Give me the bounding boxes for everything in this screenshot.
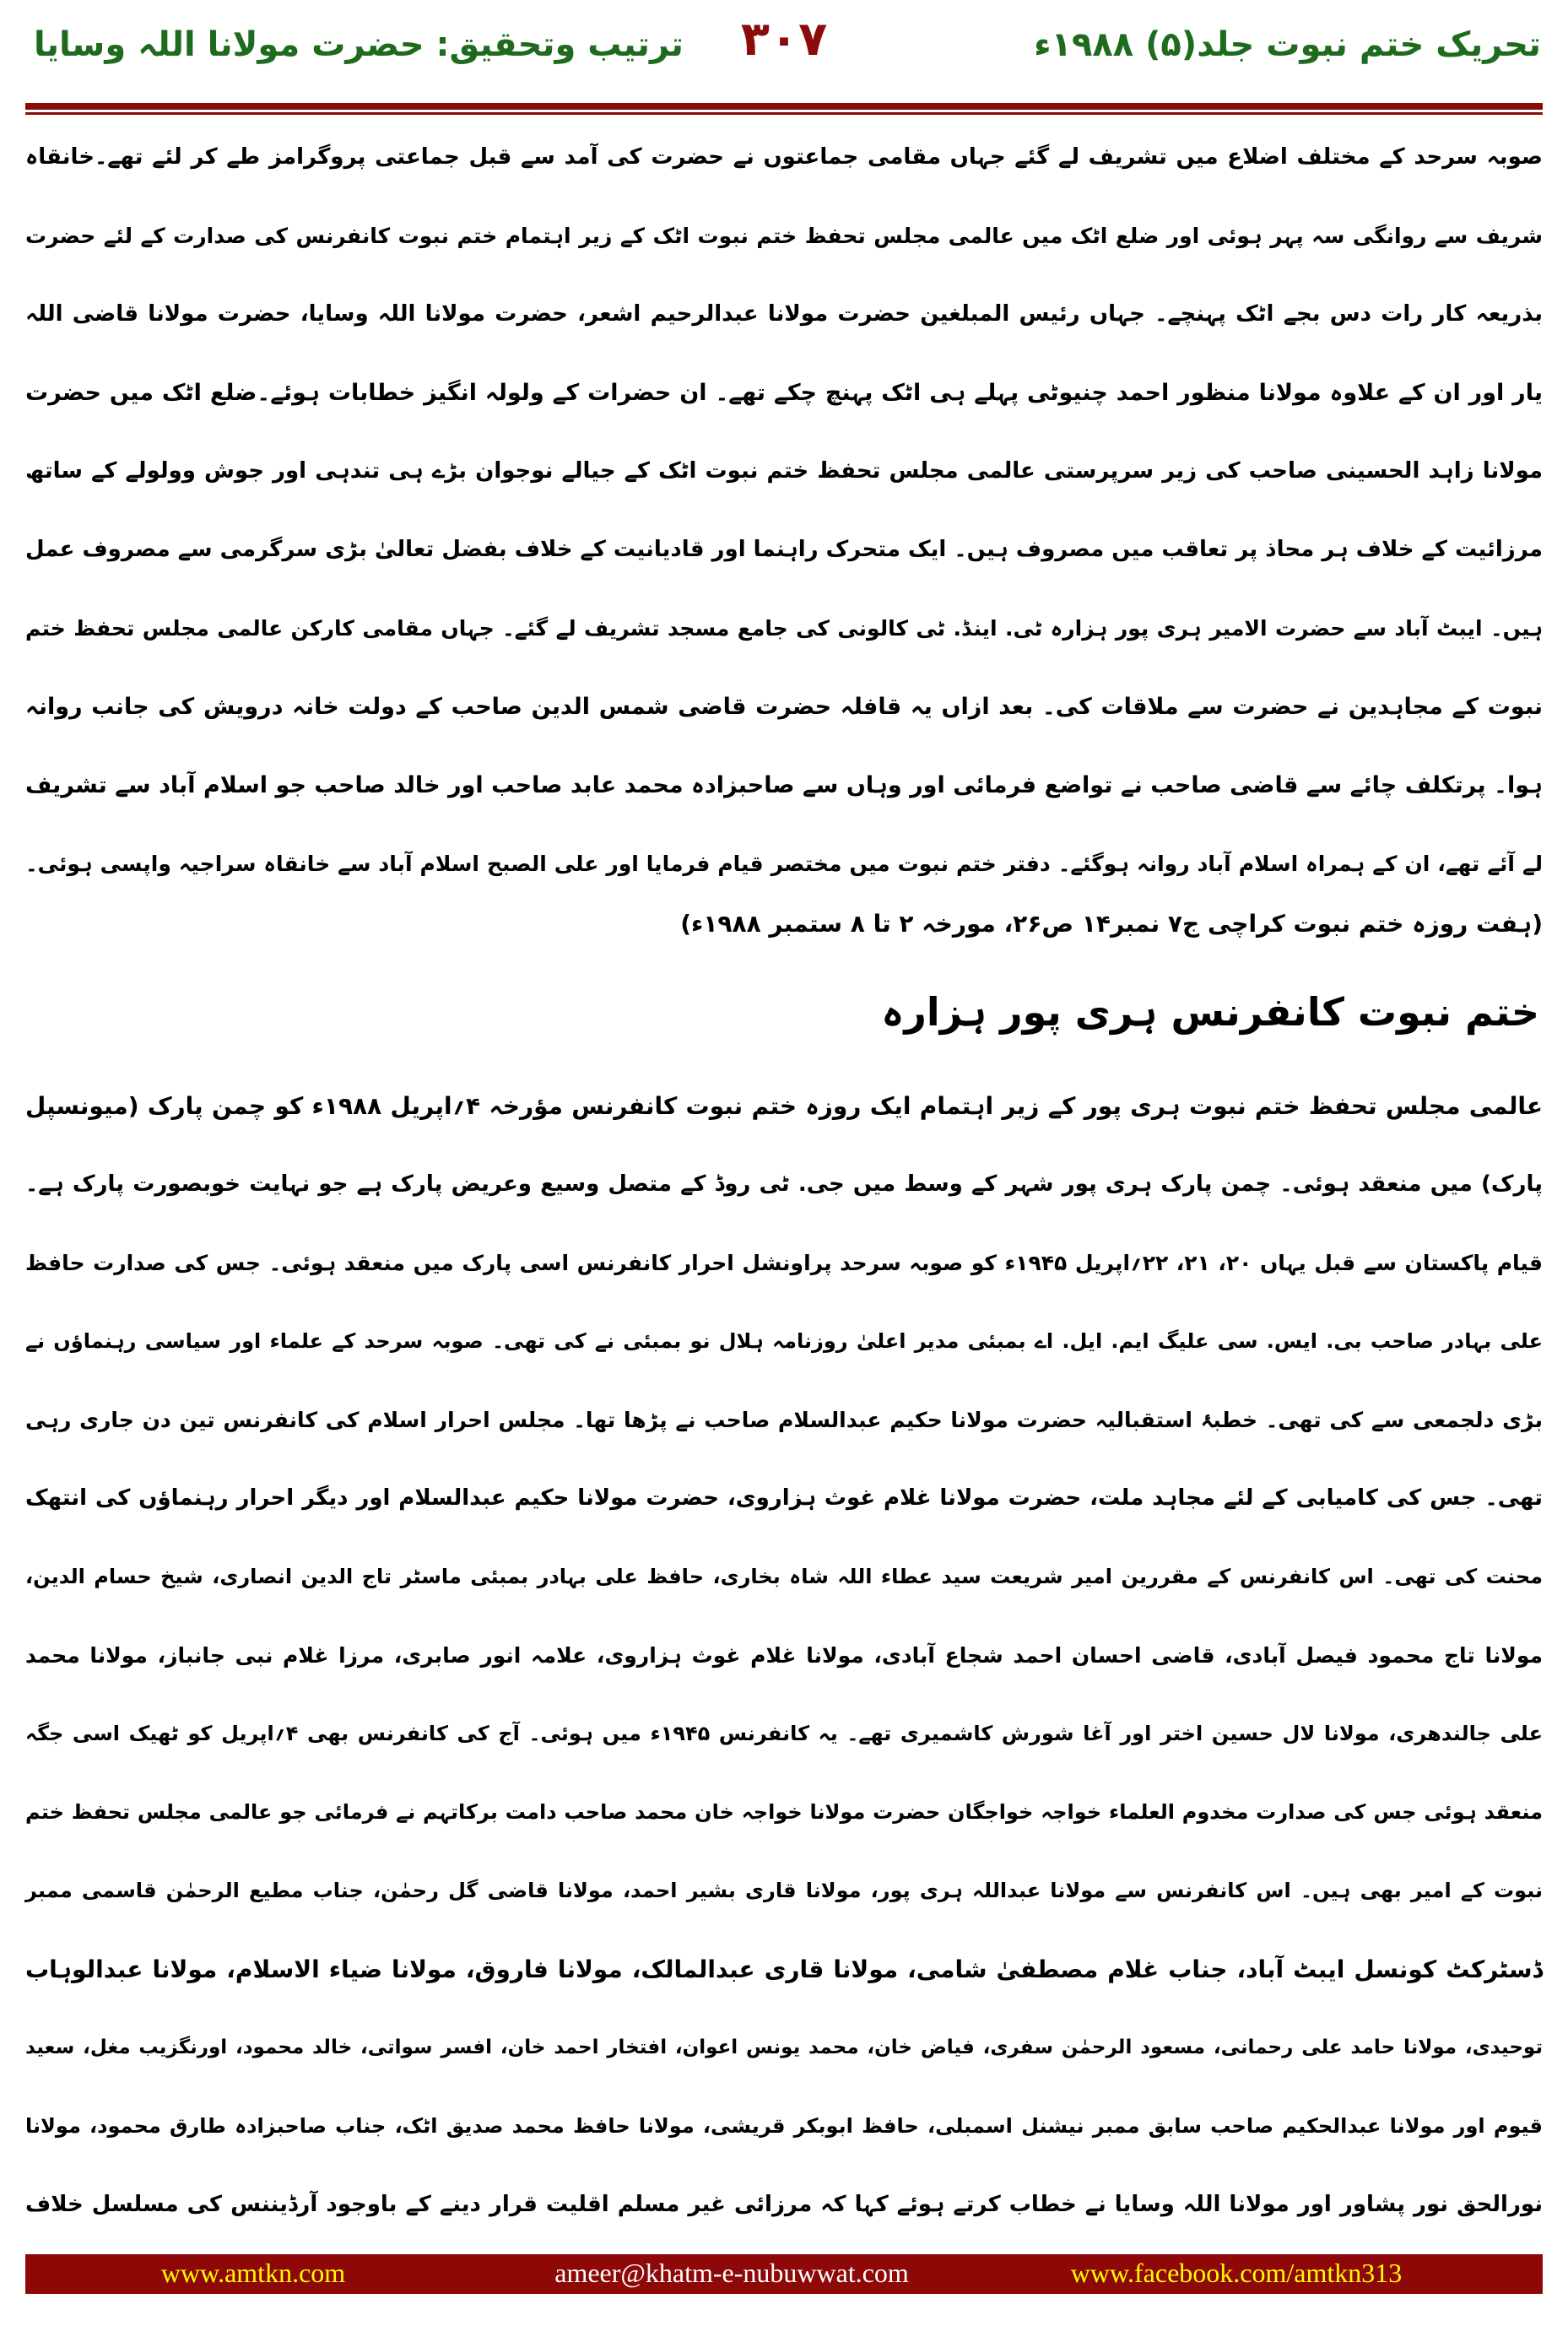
text-line: قیام پاکستان سے قبل یہاں ۲۰، ۲۱، ۲۲؍اپریل ۱۹۴۵ء کو صوبہ سرحد پراونشل احرار کانفرنس اسی پارک میں منعقد ہوئی۔ جس کی صدارت حافظ	[25, 1251, 1544, 1275]
text-line: شریف سے روانگی سہ پہر ہوئی اور ضلع اٹک میں عالمی مجلس تحفظ ختم نبوت اٹک کے زیر اہتمام ختم نبوت کانفرنس کی صدارت کے لئے حضرت	[25, 224, 1543, 248]
text-line: علی بہادر صاحب بی. ایس. سی علیگ ایم. ایل. اے بمبئی مدیر اعلیٰ روزنامہ ہلال نو بمبئی نے کی تھی۔ صوبہ سرحد کے علماء اور سیاسی رہنماؤں نے	[25, 1329, 1543, 1353]
paragraph-1	[25, 118, 1543, 903]
text-line: توحیدی، مولانا حامد علی رحمانی، مسعود الرحمٰن سفری، فیاض خان، محمد یونس اعوان، افتخار احمد خان، افسر سواتی، خالد محمود، اورنگزیب مغل، سعید	[25, 2036, 1543, 2058]
website-link[interactable]: www.amtkn.com	[160, 2258, 346, 2288]
text-line: صوبہ سرحد کے مختلف اضلاع میں تشریف لے گئے جہاں مقامی جماعتوں نے حضرت کی آمد سے قبل جماعتی پروگرامز طے کر لئے تھے۔خانقاہ	[25, 144, 1543, 170]
header-rule-thick	[25, 103, 1543, 110]
compiler-credit: ترتیب وتحقیق: حضرت مولانا اللہ وسایا	[34, 25, 684, 64]
text-line: ہوا۔ پرتکلف چائے سے قاضی صاحب نے تواضع فرمائی اور وہاں سے صاحبزادہ محمد عابد صاحب اور خالد صاحب جو اسلام آباد سے تشریف	[25, 772, 1543, 798]
text-line: یار اور ان کے علاوہ مولانا منظور احمد چنیوٹی پہلے ہی اٹک پہنچ چکے تھے۔ ان حضرات کے ولولہ انگیز خطابات ہوئے۔ضلع اٹک میں حضرت	[25, 380, 1543, 406]
text-line: نبوت کے امیر بھی ہیں۔ اس کانفرنس سے مولانا عبداللہ ہری پور، مولانا قاری بشیر احمد، مولانا قاضی گل رحمٰن، جناب مطیع الرحمٰن قاسمی ممبر	[25, 1879, 1544, 1902]
text-line: بذریعہ کار رات دس بجے اٹک پہنچے۔ جہاں رئیس المبلغین حضرت مولانا عبدالرحیم اشعر، حضرت مولانا اللہ وسایا، حضرت مولانا قاضی اللہ	[25, 301, 1543, 327]
text-line: محنت کی تھی۔ اس کانفرنس کے مقررین امیر شریعت سید عطاء اللہ شاہ بخاری، حافظ علی بہادر بمبئی ماسٹر تاج الدین انصاری، شیخ حسام الدین،	[25, 1565, 1543, 1588]
book-title: تحریک ختم نبوت جلد(۵) ۱۹۸۸ء	[1034, 25, 1541, 64]
page-number: ۳۰۷	[740, 12, 828, 67]
text-line: نورالحق نور پشاور اور مولانا اللہ وسایا نے خطاب کرتے ہوئے کہا کہ مرزائی غیر مسلم اقلیت قرار دینے کے باوجود آرڈیننس کی مسلسل خلاف	[25, 2192, 1543, 2217]
text-line: مرزائیت کے خلاف ہر محاذ پر تعاقب میں مصروف ہیں۔ ایک متحرک راہنما اور قادیانیت کے خلاف بفضل تعالیٰ بڑی سرگرمی سے مصروف عمل	[25, 537, 1543, 562]
paragraph-2	[25, 1067, 1543, 2244]
text-line: ڈسٹرکٹ کونسل ایبٹ آباد، جناب غلام مصطفیٰ شامی، مولانا قاری عبدالمالک، مولانا فاروق، مولانا ضیاء الاسلام، مولانا عبدالوہاب	[25, 1955, 1543, 1983]
citation: (ہفت روزہ ختم نبوت کراچی ج۷ نمبر۱۴ ص۲۶، مورخہ ۲ تا ۸ ستمبر ۱۹۸۸ء)	[680, 910, 1543, 938]
text-line: تھی۔ جس کی کامیابی کے لئے مجاہد ملت، حضرت مولانا غلام غوث ہزاروی، حضرت مولانا حکیم عبدالسلام اور دیگر احرار رہنماؤں کی انتھک	[25, 1485, 1543, 1511]
text-line: منعقد ہوئی جس کی صدارت مخدوم العلماء خواجہ خواجگان حضرت مولانا خواجہ خان محمد صاحب دامت برکاتہم نے فرمائی جو عالمی مجلس تحفظ ختم	[25, 1800, 1543, 1824]
header-rule-thin	[25, 112, 1543, 115]
text-line: ہیں۔ ایبٹ آباد سے حضرت الامیر ہری پور ہزارہ ٹی. اینڈ. ٹی کالونی کی جامع مسجد تشریف لے گئے۔ جہاں مقامی کارکن عالمی مجلس تحفظ ختم	[25, 616, 1543, 641]
text-line: نبوت کے مجاہدین نے حضرت سے ملاقات کی۔ بعد ازاں یہ قافلہ حضرت قاضی شمس الدین صاحب کے دولت خانہ درویش کی جانب روانہ	[25, 694, 1543, 720]
text-line: علی جالندھری، مولانا لال حسین اختر اور آغا شورش کاشمیری تھے۔ یہ کانفرنس ۱۹۴۵ء میں ہوئی۔ آج کی کانفرنس بھی ۴؍اپریل کو ٹھیک اسی جگہ	[25, 1722, 1543, 1745]
footer-bar	[25, 2254, 1543, 2294]
facebook-link[interactable]: www.facebook.com/amtkn313	[1070, 2258, 1403, 2288]
text-line: لے آئے تھے، ان کے ہمراہ اسلام آباد روانہ ہوگئے۔ دفتر ختم نبوت میں مختصر قیام فرمایا اور علی الصبح اسلام آباد سے خانقاہ سراجیہ واپسی ہوئی۔	[25, 852, 1543, 876]
text-line: مولانا زاہد الحسینی صاحب کی زیر سرپرستی عالمی مجلس تحفظ ختم نبوت اٹک کے جیالے نوجوان بڑے ہی تندہی اور جوش وولولے کے ساتھ	[25, 458, 1543, 484]
text-line: مولانا تاج محمود فیصل آبادی، قاضی احسان احمد شجاع آبادی، مولانا غلام غوث ہزاروی، علامہ انور صابری، مرزا غلام نبی جانباز، مولانا محمد	[25, 1643, 1543, 1668]
text-line: عالمی مجلس تحفظ ختم نبوت ہری پور کے زیر اہتمام ایک روزہ ختم نبوت کانفرنس مؤرخہ ۴؍اپریل ۱۹۸۸ء کو چمن پارک (میونسپل	[25, 1092, 1543, 1120]
text-line: قیوم اور مولانا عبدالحکیم صاحب سابق ممبر نیشنل اسمبلی، حافظ ابوبکر قریشی، مولانا حافظ محمد صدیق اٹک، جناب صاحبزادہ طارق محمود، مولانا	[25, 2114, 1543, 2138]
text-line: بڑی دلجمعی سے کی تھی۔ خطبۂ استقبالیہ حضرت مولانا حکیم عبدالسلام صاحب نے پڑھا تھا۔ مجلس احرار اسلام کی کانفرنس تین دن جاری رہی	[25, 1408, 1543, 1432]
section-heading: ختم نبوت کانفرنس ہری پور ہزارہ	[881, 989, 1539, 1035]
email-link[interactable]: ameer@khatm-e-nubuwwat.com	[554, 2258, 909, 2288]
text-line: پارک) میں منعقد ہوئی۔ چمن پارک ہری پور شہر کے وسط میں جی. ٹی روڈ کے متصل وسیع وعریض پارک ہے جو نہایت خوبصورت پارک ہے۔	[25, 1171, 1543, 1197]
